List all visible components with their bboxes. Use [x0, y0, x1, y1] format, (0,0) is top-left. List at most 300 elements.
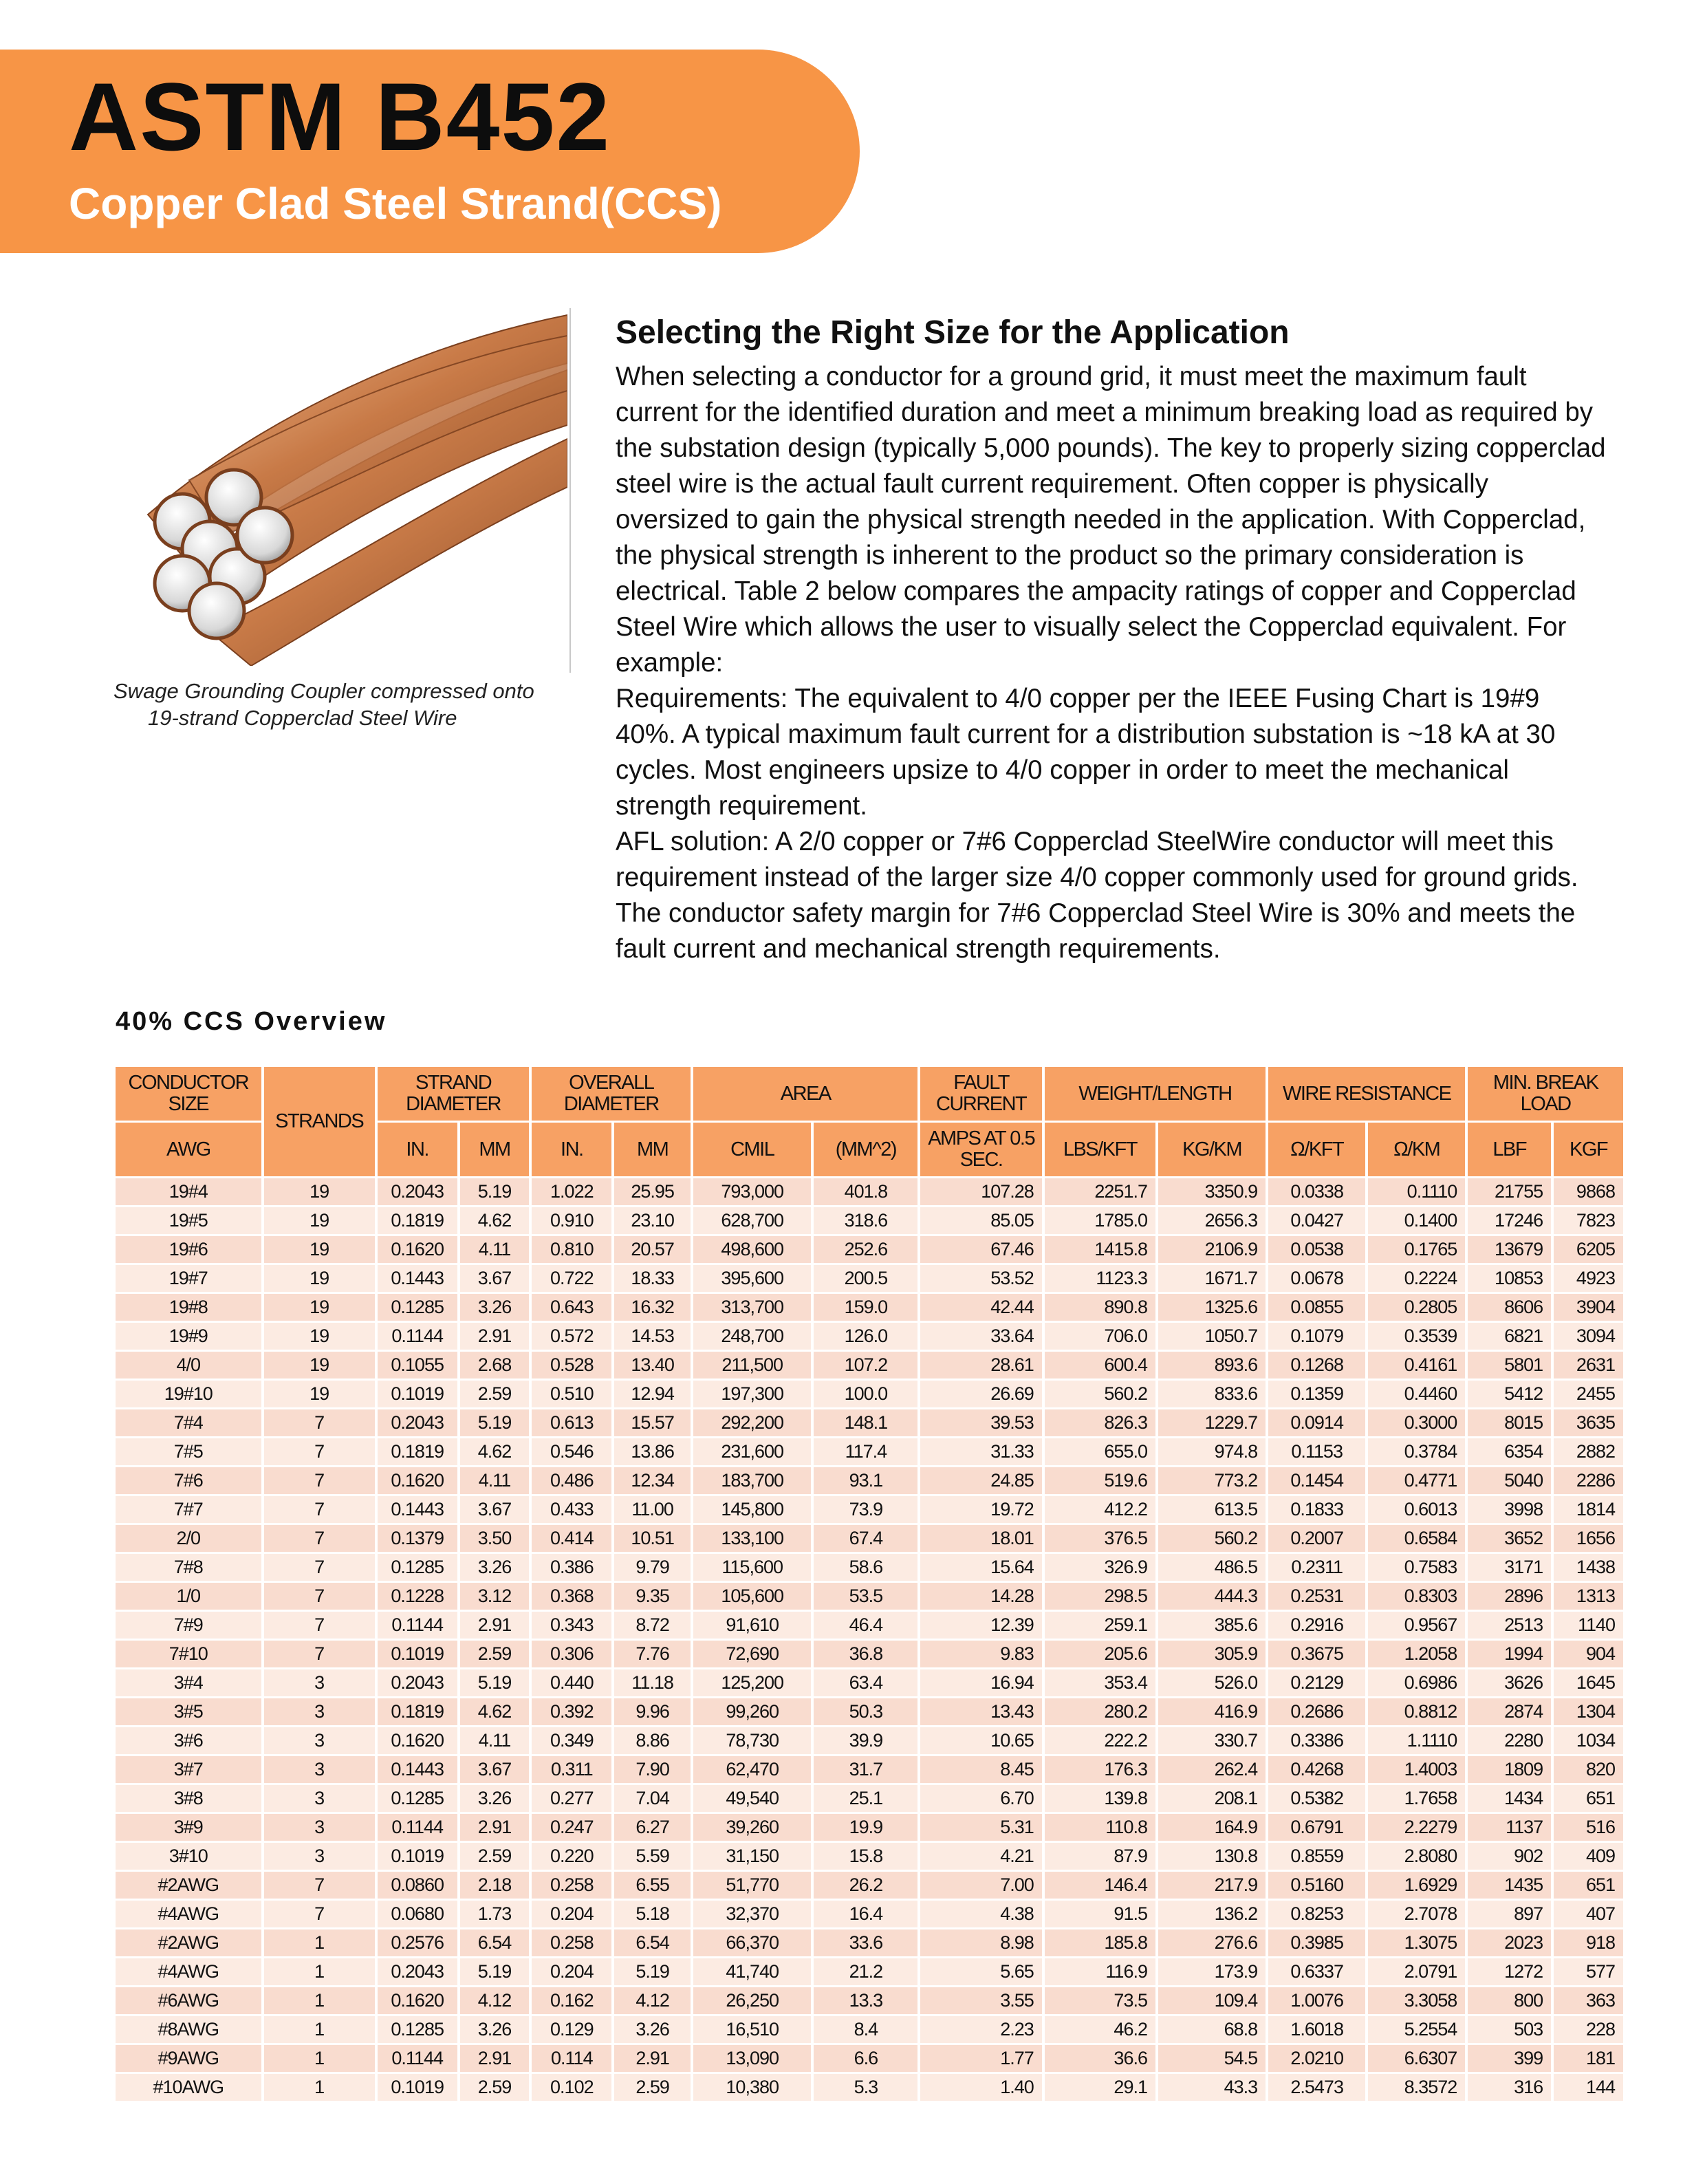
table-cell: 15.8 [814, 1843, 917, 1870]
table-cell: 3#8 [116, 1785, 261, 1812]
table-cell: 1034 [1554, 1727, 1623, 1754]
table-cell: 0.114 [532, 2045, 611, 2072]
table-cell: 5.19 [460, 1409, 530, 1436]
table-cell: 651 [1554, 1785, 1623, 1812]
table-cell: 32,370 [693, 1901, 811, 1927]
table-cell: 0.349 [532, 1727, 611, 1754]
table-cell: 1 [264, 2074, 375, 2101]
table-cell: 6.54 [614, 1929, 691, 1956]
table-cell: 16.32 [614, 1294, 691, 1321]
table-cell: 1671.7 [1158, 1265, 1266, 1292]
col-group-weight-length: WEIGHT/LENGTH [1045, 1067, 1266, 1121]
table-cell: 628,700 [693, 1207, 811, 1234]
table-cell: 78,730 [693, 1727, 811, 1754]
table-row [116, 2016, 1623, 2043]
table-cell: 222.2 [1045, 1727, 1155, 1754]
col-break-lbf: LBF [1468, 1123, 1551, 1176]
table-cell: 159.0 [814, 1294, 917, 1321]
table-cell: 6.6 [814, 2045, 917, 2072]
table-cell: 0.129 [532, 2016, 611, 2043]
table-cell: 100.0 [814, 1381, 917, 1407]
table-cell: 0.1055 [378, 1352, 457, 1378]
page-subtitle: Copper Clad Steel Strand(CCS) [69, 179, 722, 228]
table-cell: 316 [1468, 2074, 1551, 2101]
table-cell: 0.1819 [378, 1438, 457, 1465]
table-cell: 12.94 [614, 1381, 691, 1407]
table-cell: 39,260 [693, 1814, 811, 1841]
table-cell: 2286 [1554, 1467, 1623, 1494]
table-cell: 228 [1554, 2016, 1623, 2043]
table-cell: 0.510 [532, 1381, 611, 1407]
article-body [616, 359, 1606, 967]
table-cell: 46.2 [1045, 2016, 1155, 2043]
table-cell: 0.414 [532, 1525, 611, 1552]
table-cell: 41,740 [693, 1958, 811, 1985]
table-row [116, 2045, 1623, 2072]
table-cell: 7#5 [116, 1438, 261, 1465]
table-cell: 2.91 [460, 1323, 530, 1350]
table-cell: 36.8 [814, 1641, 917, 1667]
table-cell: 1.022 [532, 1178, 611, 1205]
table-cell: 50.3 [814, 1698, 917, 1725]
table-cell: 1 [264, 1987, 375, 2014]
table-cell: 0.3539 [1368, 1323, 1465, 1350]
table-cell: 416.9 [1158, 1698, 1266, 1725]
table-cell: 1.77 [920, 2045, 1041, 2072]
table-cell: 133,100 [693, 1525, 811, 1552]
table-row [116, 1987, 1623, 2014]
table-cell: #9AWG [116, 2045, 261, 2072]
table-cell: 13,090 [693, 2045, 811, 2072]
table-cell: 298.5 [1045, 1583, 1155, 1610]
table-cell: 3#6 [116, 1727, 261, 1754]
col-group-wire-resistance: WIRE RESISTANCE [1268, 1067, 1465, 1121]
table-cell: 3998 [1468, 1496, 1551, 1523]
table-cell: 330.7 [1158, 1727, 1266, 1754]
table-cell: 2023 [1468, 1929, 1551, 1956]
table-cell: 3904 [1554, 1294, 1623, 1321]
table-cell: 3.55 [920, 1987, 1041, 2014]
table-cell: 5.59 [614, 1843, 691, 1870]
table-cell: 5.3 [814, 2074, 917, 2101]
table-cell: 7.90 [614, 1756, 691, 1783]
table-cell: 13.3 [814, 1987, 917, 2014]
table-cell: 115,600 [693, 1554, 811, 1581]
table-cell: 2874 [1468, 1698, 1551, 1725]
table-cell: 7#6 [116, 1467, 261, 1494]
table-cell: 0.204 [532, 1901, 611, 1927]
table-cell: 9868 [1554, 1178, 1623, 1205]
table-cell: 800 [1468, 1987, 1551, 2014]
table-cell: 395,600 [693, 1265, 811, 1292]
table-cell: 148.1 [814, 1409, 917, 1436]
table-cell: 9.83 [920, 1641, 1041, 1667]
table-cell: 0.528 [532, 1352, 611, 1378]
table-cell: 4.11 [460, 1727, 530, 1754]
table-cell: 0.1285 [378, 2016, 457, 2043]
table-cell: 16.4 [814, 1901, 917, 1927]
table-cell: 10.65 [920, 1727, 1041, 1754]
table-cell: 2280 [1468, 1727, 1551, 1754]
table-cell: 109.4 [1158, 1987, 1266, 2014]
table-cell: 19.72 [920, 1496, 1041, 1523]
table-cell: 0.247 [532, 1814, 611, 1841]
table-cell: #4AWG [116, 1958, 261, 1985]
table-cell: 2.59 [460, 1843, 530, 1870]
table-cell: 26.2 [814, 1872, 917, 1899]
col-group-fault-current: FAULT CURRENT [920, 1067, 1041, 1121]
table-cell: 0.2043 [378, 1178, 457, 1205]
table-cell: 313,700 [693, 1294, 811, 1321]
table-cell: 2.91 [614, 2045, 691, 2072]
table-cell: 49,540 [693, 1785, 811, 1812]
table-cell: 1.73 [460, 1901, 530, 1927]
table-cell: 26,250 [693, 1987, 811, 2014]
table-cell: 259.1 [1045, 1612, 1155, 1639]
table-cell: 7#7 [116, 1496, 261, 1523]
table-cell: 0.1620 [378, 1987, 457, 2014]
table-cell: 0.0678 [1268, 1265, 1365, 1292]
table-cell: 0.2043 [378, 1669, 457, 1696]
table-row [116, 1236, 1623, 1263]
table-cell: 39.53 [920, 1409, 1041, 1436]
table-cell: 1.4003 [1368, 1756, 1465, 1783]
table-cell: 0.3000 [1368, 1409, 1465, 1436]
table-cell: 67.46 [920, 1236, 1041, 1263]
table-cell: 820 [1554, 1756, 1623, 1783]
table-cell: 0.1620 [378, 1467, 457, 1494]
table-cell: 0.546 [532, 1438, 611, 1465]
table-cell: 6205 [1554, 1236, 1623, 1263]
table-cell: 7.76 [614, 1641, 691, 1667]
table-cell: 18.01 [920, 1525, 1041, 1552]
table-row [116, 1727, 1623, 1754]
table-cell: 793,000 [693, 1178, 811, 1205]
table-cell: 63.4 [814, 1669, 917, 1696]
table-row [116, 1958, 1623, 1985]
table-cell: 4.62 [460, 1207, 530, 1234]
table-row [116, 1352, 1623, 1378]
table-cell: 0.258 [532, 1872, 611, 1899]
table-cell: 208.1 [1158, 1785, 1266, 1812]
table-cell: 117.4 [814, 1438, 917, 1465]
table-cell: 5.19 [460, 1958, 530, 1985]
table-row [116, 1641, 1623, 1667]
table-cell: 7 [264, 1409, 375, 1436]
table-cell: 19 [264, 1207, 375, 1234]
table-cell: 145,800 [693, 1496, 811, 1523]
table-cell: 0.1019 [378, 1843, 457, 1870]
table-row [116, 1294, 1623, 1321]
table-row [116, 2074, 1623, 2101]
table-cell: 5.19 [460, 1669, 530, 1696]
table-cell: 0.162 [532, 1987, 611, 2014]
table-cell: 3.26 [460, 2016, 530, 2043]
table-cell: 0.6986 [1368, 1669, 1465, 1696]
table-cell: 0.1359 [1268, 1381, 1365, 1407]
table-cell: 87.9 [1045, 1843, 1155, 1870]
table-cell: 0.204 [532, 1958, 611, 1985]
table-cell: 7 [264, 1641, 375, 1667]
table-cell: 893.6 [1158, 1352, 1266, 1378]
table-cell: 51,770 [693, 1872, 811, 1899]
table-cell: 1434 [1468, 1785, 1551, 1812]
table-cell: 4.12 [460, 1987, 530, 2014]
table-row [116, 1496, 1623, 1523]
table-cell: 0.0855 [1268, 1294, 1365, 1321]
table-cell: 19#5 [116, 1207, 261, 1234]
table-cell: 0.433 [532, 1496, 611, 1523]
col-strand-dia-mm: MM [460, 1123, 530, 1176]
table-cell: 0.258 [532, 1929, 611, 1956]
table-cell: 655.0 [1045, 1438, 1155, 1465]
table-row [116, 1669, 1623, 1696]
table-cell: 46.4 [814, 1612, 917, 1639]
table-cell: 8.98 [920, 1929, 1041, 1956]
table-cell: 2656.3 [1158, 1207, 1266, 1234]
table-cell: 0.0860 [378, 1872, 457, 1899]
table-cell: 8.4 [814, 2016, 917, 2043]
table-cell: 0.2043 [378, 1409, 457, 1436]
table-cell: 2.91 [460, 1612, 530, 1639]
table-cell: 0.386 [532, 1554, 611, 1581]
table-cell: 3350.9 [1158, 1178, 1266, 1205]
table-cell: 0.8253 [1268, 1901, 1365, 1927]
table-cell: 8.45 [920, 1756, 1041, 1783]
table-cell: 0.3386 [1268, 1727, 1365, 1754]
table-cell: 19 [264, 1178, 375, 1205]
table-cell: 0.1285 [378, 1554, 457, 1581]
table-cell: 62,470 [693, 1756, 811, 1783]
table-row [116, 1467, 1623, 1494]
table-row [116, 1583, 1623, 1610]
col-overall-dia-in: IN. [532, 1123, 611, 1176]
col-group-strand-diameter: STRAND DIAMETER [378, 1067, 530, 1121]
table-cell: 0.2043 [378, 1958, 457, 1985]
table-cell: 0.1079 [1268, 1323, 1365, 1350]
table-cell: 73.5 [1045, 1987, 1155, 2014]
table-cell: 3 [264, 1669, 375, 1696]
table-cell: 7#9 [116, 1612, 261, 1639]
table-cell: 181 [1554, 2045, 1623, 2072]
table-cell: 1.1110 [1368, 1727, 1465, 1754]
table-cell: 1 [264, 2016, 375, 2043]
table-cell: 3.67 [460, 1265, 530, 1292]
table-cell: 1.2058 [1368, 1641, 1465, 1667]
ccs-overview-table [113, 1065, 1626, 2103]
table-cell: 19#9 [116, 1323, 261, 1350]
table-cell: 3.67 [460, 1756, 530, 1783]
table-cell: 31,150 [693, 1843, 811, 1870]
table-cell: 19 [264, 1381, 375, 1407]
table-cell: #2AWG [116, 1929, 261, 1956]
table-cell: 2/0 [116, 1525, 261, 1552]
table-cell: 0.486 [532, 1467, 611, 1494]
table-cell: 12.39 [920, 1612, 1041, 1639]
col-fault-amps: AMPS AT 0.5 SEC. [920, 1123, 1041, 1176]
table-cell: 0.1285 [378, 1294, 457, 1321]
table-cell: 2.0791 [1368, 1958, 1465, 1985]
col-strand-dia-in: IN. [378, 1123, 457, 1176]
table-cell: 17246 [1468, 1207, 1551, 1234]
table-cell: 0.2805 [1368, 1294, 1465, 1321]
table-cell: 13.86 [614, 1438, 691, 1465]
table-cell: 9.35 [614, 1583, 691, 1610]
table-cell: 0.1620 [378, 1727, 457, 1754]
table-cell: 613.5 [1158, 1496, 1266, 1523]
table-cell: 176.3 [1045, 1756, 1155, 1783]
table-cell: 0.1400 [1368, 1207, 1465, 1234]
table-cell: 503 [1468, 2016, 1551, 2043]
table-cell: 248,700 [693, 1323, 811, 1350]
table-cell: 0.1268 [1268, 1352, 1365, 1378]
table-cell: 0.368 [532, 1583, 611, 1610]
table-cell: 5.19 [460, 1178, 530, 1205]
table-cell: 67.4 [814, 1525, 917, 1552]
table-cell: 25.95 [614, 1178, 691, 1205]
table-cell: 0.1019 [378, 1381, 457, 1407]
table-cell: 1438 [1554, 1554, 1623, 1581]
table-cell: 6.70 [920, 1785, 1041, 1812]
table-cell: 136.2 [1158, 1901, 1266, 1927]
table-cell: 706.0 [1045, 1323, 1155, 1350]
table-cell: 0.8303 [1368, 1583, 1465, 1610]
table-cell: 519.6 [1045, 1467, 1155, 1494]
table-cell: 173.9 [1158, 1958, 1266, 1985]
table-cell: 6.27 [614, 1814, 691, 1841]
table-cell: 164.9 [1158, 1814, 1266, 1841]
table-cell: 0.311 [532, 1756, 611, 1783]
col-break-kgf: KGF [1554, 1123, 1623, 1176]
table-cell: 3.26 [614, 2016, 691, 2043]
table-cell: 26.69 [920, 1381, 1041, 1407]
table-cell: 7 [264, 1496, 375, 1523]
table-cell: 0.1153 [1268, 1438, 1365, 1465]
table-cell: 0.1144 [378, 1814, 457, 1841]
table-cell: 262.4 [1158, 1756, 1266, 1783]
table-cell: 19#10 [116, 1381, 261, 1407]
table-cell: 3 [264, 1756, 375, 1783]
table-cell: 0.0914 [1268, 1409, 1365, 1436]
table-cell: 105,600 [693, 1583, 811, 1610]
table-cell: 5.65 [920, 1958, 1041, 1985]
table-row [116, 1409, 1623, 1436]
table-row [116, 1323, 1623, 1350]
table-cell: 526.0 [1158, 1669, 1266, 1696]
table-cell: 33.64 [920, 1323, 1041, 1350]
table-cell: 6354 [1468, 1438, 1551, 1465]
table-cell: 0.2531 [1268, 1583, 1365, 1610]
table-cell: 326.9 [1045, 1554, 1155, 1581]
table-cell: 231,600 [693, 1438, 811, 1465]
table-cell: 2.59 [460, 1641, 530, 1667]
table-cell: 3.67 [460, 1496, 530, 1523]
table-cell: 0.2129 [1268, 1669, 1365, 1696]
table-cell: 1814 [1554, 1496, 1623, 1523]
table-cell: 1785.0 [1045, 1207, 1155, 1234]
table-cell: 4.62 [460, 1438, 530, 1465]
col-awg: AWG [116, 1123, 261, 1176]
table-cell: 13.40 [614, 1352, 691, 1378]
table-cell: 409 [1554, 1843, 1623, 1870]
table-cell: 5.2554 [1368, 2016, 1465, 2043]
table-cell: 3.3058 [1368, 1987, 1465, 2014]
table-row [116, 1178, 1623, 1205]
table-cell: 9.79 [614, 1554, 691, 1581]
table-cell: 6821 [1468, 1323, 1551, 1350]
table-cell: 0.0538 [1268, 1236, 1365, 1263]
table-cell: 54.5 [1158, 2045, 1266, 2072]
table-cell: 412.2 [1045, 1496, 1155, 1523]
table-cell: 7#10 [116, 1641, 261, 1667]
table-cell: 897 [1468, 1901, 1551, 1927]
table-cell: 486.5 [1158, 1554, 1266, 1581]
table-cell: 7823 [1554, 1207, 1623, 1234]
table-cell: 0.6791 [1268, 1814, 1365, 1841]
table-cell: 0.1443 [378, 1756, 457, 1783]
table-cell: 7 [264, 1872, 375, 1899]
table-cell: 4.62 [460, 1698, 530, 1725]
table-cell: 2.23 [920, 2016, 1041, 2043]
table-cell: #2AWG [116, 1872, 261, 1899]
table-cell: 5040 [1468, 1467, 1551, 1494]
table-cell: 19 [264, 1352, 375, 1378]
table-row [116, 1929, 1623, 1956]
table-cell: 9.96 [614, 1698, 691, 1725]
section-heading: Selecting the Right Size for the Application [616, 314, 1290, 351]
table-row [116, 1525, 1623, 1552]
table-cell: 0.8812 [1368, 1698, 1465, 1725]
table-cell: 146.4 [1045, 1872, 1155, 1899]
table-cell: 3 [264, 1814, 375, 1841]
table-cell: 1.3075 [1368, 1929, 1465, 1956]
table-cell: 23.10 [614, 1207, 691, 1234]
table-cell: 19.9 [814, 1814, 917, 1841]
col-group-overall-diameter: OVERALL DIAMETER [532, 1067, 691, 1121]
table-row [116, 1265, 1623, 1292]
table-cell: 600.4 [1045, 1352, 1155, 1378]
table-cell: 3 [264, 1843, 375, 1870]
table-cell: 4.21 [920, 1843, 1041, 1870]
table-cell: 10,380 [693, 2074, 811, 2101]
table-cell: 28.61 [920, 1352, 1041, 1378]
table-cell: 773.2 [1158, 1467, 1266, 1494]
table-cell: 25.1 [814, 1785, 917, 1812]
table-cell: 2.18 [460, 1872, 530, 1899]
table-cell: 376.5 [1045, 1525, 1155, 1552]
table-row [116, 1612, 1623, 1639]
table-cell: 3 [264, 1698, 375, 1725]
table-cell: 0.6013 [1368, 1496, 1465, 1523]
table-cell: 0.810 [532, 1236, 611, 1263]
table-cell: 0.440 [532, 1669, 611, 1696]
table-cell: 0.1833 [1268, 1496, 1365, 1523]
table-cell: 19#7 [116, 1265, 261, 1292]
table-cell: 0.2224 [1368, 1265, 1465, 1292]
table-cell: 276.6 [1158, 1929, 1266, 1956]
table-cell: 99,260 [693, 1698, 811, 1725]
table-cell: 2.91 [460, 2045, 530, 2072]
table-cell: 72,690 [693, 1641, 811, 1667]
table-row [116, 1814, 1623, 1841]
table-cell: 0.8559 [1268, 1843, 1365, 1870]
table-cell: 2882 [1554, 1438, 1623, 1465]
table-cell: 2.59 [460, 1381, 530, 1407]
table-cell: 8.86 [614, 1727, 691, 1754]
table-cell: 7 [264, 1467, 375, 1494]
table-cell: 19 [264, 1323, 375, 1350]
table-cell: 33.6 [814, 1929, 917, 1956]
